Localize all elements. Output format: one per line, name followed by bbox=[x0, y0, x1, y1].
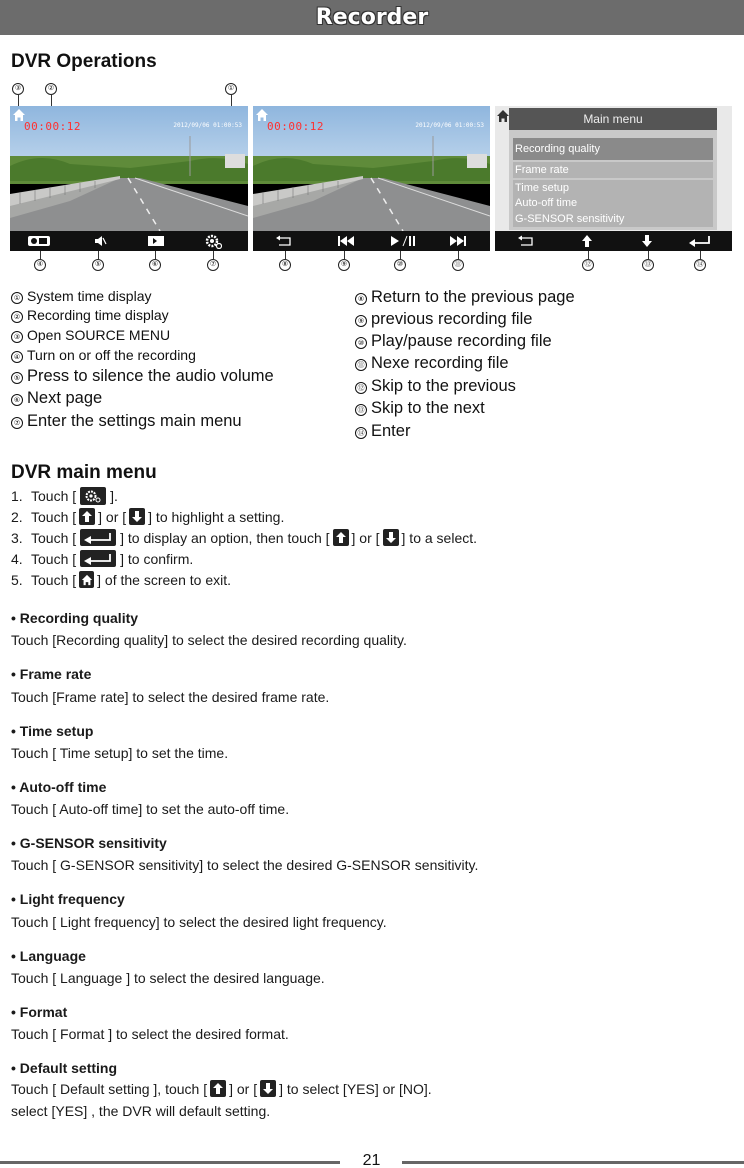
step-text: ]. bbox=[110, 488, 118, 504]
feature-title-format: • Format bbox=[11, 1004, 68, 1020]
feature-title-language: • Language bbox=[11, 948, 86, 964]
callout-8: ⑧ bbox=[279, 259, 291, 271]
legend-item-4 bbox=[11, 347, 196, 363]
play-pause-icon[interactable] bbox=[389, 233, 417, 249]
menu-item-g-sensor[interactable]: G-SENSOR sensitivity bbox=[513, 211, 713, 227]
step-number: 4. bbox=[11, 550, 23, 567]
step-number: 2. bbox=[11, 508, 23, 525]
legend-item-5 bbox=[11, 367, 274, 386]
arrow-down-icon[interactable] bbox=[639, 233, 655, 249]
leader-9 bbox=[344, 251, 345, 259]
legend-text: Open SOURCE MENU bbox=[27, 327, 171, 343]
leader-14 bbox=[700, 251, 701, 259]
feature-title-recording-quality: • Recording quality bbox=[11, 610, 139, 626]
leader-13 bbox=[648, 251, 649, 259]
legend-number: ⑥ bbox=[11, 394, 23, 406]
legend-item-6 bbox=[11, 389, 102, 408]
legend-text: Enter bbox=[371, 422, 411, 440]
settings-gear-icon[interactable] bbox=[202, 233, 224, 249]
legend-number: ② bbox=[11, 311, 23, 323]
enter-icon[interactable] bbox=[687, 233, 713, 249]
feature-desc-time-setup: Touch [ Time setup] to set the time. bbox=[11, 745, 229, 761]
feature-desc-auto-off-time: Touch [ Auto-off time] to set the auto-off time. bbox=[11, 801, 290, 817]
legend-number: ⑧ bbox=[355, 293, 367, 305]
step-number: 1. bbox=[11, 488, 23, 504]
step-text: Touch [ bbox=[31, 550, 77, 567]
recording-control-bar bbox=[10, 231, 248, 251]
legend-text: Skip to the next bbox=[371, 399, 485, 417]
feature-title-light-frequency: • Light frequency bbox=[11, 891, 125, 907]
main-menu-title: Main menu bbox=[509, 108, 717, 130]
menu-item-frame-rate[interactable]: Frame rate bbox=[513, 162, 713, 178]
enter-icon bbox=[80, 550, 116, 567]
feature-title-auto-off-time: • Auto-off time bbox=[11, 779, 107, 795]
feature-title-time-setup: • Time setup bbox=[11, 723, 94, 739]
playback-control-bar bbox=[253, 231, 490, 251]
next-file-icon[interactable] bbox=[447, 233, 469, 249]
enter-icon bbox=[80, 529, 116, 546]
callout-11: ⑪ bbox=[452, 259, 464, 271]
legend-text: Enter the settings main menu bbox=[27, 412, 242, 430]
feature-desc-text: Touch [ Default setting ], touch [ bbox=[11, 1080, 208, 1097]
mute-icon[interactable] bbox=[90, 233, 110, 249]
arrow-down-icon bbox=[383, 529, 399, 546]
legend-number: ⑫ bbox=[355, 382, 367, 394]
step-text: ] or [ bbox=[351, 529, 380, 546]
main-menu-screen bbox=[495, 106, 732, 251]
leader-6 bbox=[155, 251, 156, 259]
step-text: ] or [ bbox=[98, 508, 127, 525]
page-header-title: Recorder bbox=[315, 5, 429, 30]
record-toggle-icon[interactable] bbox=[26, 233, 52, 249]
step-text: ] to display an option, then touch [ bbox=[120, 529, 330, 546]
step-text: Touch [ bbox=[31, 488, 77, 504]
legend-item-11 bbox=[355, 354, 509, 373]
legend-text: Nexe recording file bbox=[371, 354, 509, 372]
step-text: Touch [ bbox=[31, 571, 77, 588]
leader-11 bbox=[458, 251, 459, 259]
main-menu-panel bbox=[509, 108, 717, 230]
legend-item-9 bbox=[355, 310, 532, 329]
recording-screen bbox=[10, 106, 248, 251]
step-text: ] to confirm. bbox=[120, 550, 194, 567]
leader-12 bbox=[588, 251, 589, 259]
return-icon[interactable] bbox=[273, 233, 295, 249]
leader-4 bbox=[40, 251, 41, 259]
feature-desc-default-setting-line2: select [YES] , the DVR will default setting. bbox=[11, 1103, 271, 1119]
legend-text: Next page bbox=[27, 389, 103, 407]
legend-text: Recording time display bbox=[27, 307, 169, 323]
playback-date-display: 2012/09/06 01:00:53 bbox=[415, 122, 484, 129]
legend-number: ⑪ bbox=[355, 359, 367, 371]
recording-time-display: 00:00:12 bbox=[24, 120, 81, 133]
step-text: Touch [ bbox=[31, 508, 77, 525]
callout-10: ⑩ bbox=[394, 259, 406, 271]
step-4 bbox=[11, 550, 193, 567]
callout-7: ⑦ bbox=[207, 259, 219, 271]
playback-screen bbox=[253, 106, 490, 251]
menu-item-auto-off-time[interactable]: Auto-off time bbox=[513, 196, 713, 211]
legend-text: previous recording file bbox=[371, 310, 533, 328]
legend-text: System time display bbox=[27, 288, 152, 304]
step-number: 5. bbox=[11, 571, 23, 588]
playback-time-display: 00:00:12 bbox=[267, 120, 324, 133]
legend-text: Turn on or off the recording bbox=[27, 347, 196, 363]
section-title-dvr-main-menu: DVR main menu bbox=[11, 462, 157, 483]
arrow-up-icon bbox=[210, 1080, 226, 1097]
footer-rule-left bbox=[0, 1161, 340, 1164]
legend-number: ④ bbox=[11, 351, 23, 363]
arrow-up-icon[interactable] bbox=[579, 233, 595, 249]
feature-desc-default-setting bbox=[11, 1080, 432, 1097]
arrow-up-icon bbox=[79, 508, 95, 525]
callout-13: ⑬ bbox=[642, 259, 654, 271]
legend-text: Play/pause recording file bbox=[371, 332, 552, 350]
legend-item-3 bbox=[11, 327, 170, 343]
legend-text: Return to the previous page bbox=[371, 288, 575, 306]
callout-2: ② bbox=[45, 83, 57, 95]
step-number: 3. bbox=[11, 529, 23, 546]
arrow-down-icon bbox=[260, 1080, 276, 1097]
step-text: ] to a select. bbox=[401, 529, 478, 546]
legend-text: Press to silence the audio volume bbox=[27, 367, 274, 385]
feature-title-default-setting: • Default setting bbox=[11, 1060, 118, 1076]
previous-file-icon[interactable] bbox=[335, 233, 357, 249]
legend-number: ③ bbox=[11, 331, 23, 343]
system-time-display: 2012/09/06 01:00:53 bbox=[173, 122, 242, 129]
step-text: ] of the screen to exit. bbox=[97, 571, 231, 588]
feature-desc-text: ] or [ bbox=[229, 1080, 258, 1097]
callout-12: ⑫ bbox=[582, 259, 594, 271]
legend-item-1 bbox=[11, 288, 151, 304]
legend-number: ⑭ bbox=[355, 427, 367, 439]
feature-desc-light-frequency: Touch [ Light frequency] to select the desired light frequency. bbox=[11, 914, 387, 930]
legend-number: ⑩ bbox=[355, 337, 367, 349]
step-1 bbox=[11, 487, 118, 505]
feature-desc-recording-quality: Touch [Recording quality] to select the desired recording quality. bbox=[11, 632, 407, 648]
step-2 bbox=[11, 508, 284, 525]
step-3 bbox=[11, 529, 477, 546]
menu-control-bar bbox=[495, 231, 732, 251]
home-icon[interactable] bbox=[496, 109, 510, 123]
callout-14: ⑭ bbox=[694, 259, 706, 271]
legend-item-12 bbox=[355, 377, 516, 396]
step-text: Touch [ bbox=[31, 529, 77, 546]
menu-item-time-setup[interactable]: Time setup bbox=[513, 180, 713, 196]
callout-4: ④ bbox=[34, 259, 46, 271]
callout-5: ⑤ bbox=[92, 259, 104, 271]
legend-number: ⑨ bbox=[355, 315, 367, 327]
legend-item-2 bbox=[11, 307, 169, 323]
legend-number: ⑤ bbox=[11, 372, 23, 384]
callout-6: ⑥ bbox=[149, 259, 161, 271]
feature-title-g-sensor: • G-SENSOR sensitivity bbox=[11, 835, 167, 851]
legend-item-10 bbox=[355, 332, 552, 351]
feature-desc-language: Touch [ Language ] to select the desired language. bbox=[11, 970, 325, 986]
legend-number: ⑬ bbox=[355, 404, 367, 416]
page-number: 21 bbox=[362, 1152, 381, 1168]
feature-desc-g-sensor: Touch [ G-SENSOR sensitivity] to select the desired G-SENSOR sensitivity. bbox=[11, 857, 479, 873]
legend-item-14 bbox=[355, 422, 410, 441]
settings-gear-icon bbox=[80, 487, 106, 505]
leader-8 bbox=[285, 251, 286, 259]
feature-desc-text: ] to select [YES] or [NO]. bbox=[279, 1080, 432, 1097]
legend-text: Skip to the previous bbox=[371, 377, 516, 395]
legend-number: ① bbox=[11, 292, 23, 304]
arrow-up-icon bbox=[333, 529, 349, 546]
menu-item-recording-quality[interactable]: Recording quality bbox=[513, 138, 713, 160]
step-text: ] to highlight a setting. bbox=[148, 508, 285, 525]
leader-10 bbox=[400, 251, 401, 259]
legend-item-8 bbox=[355, 288, 575, 307]
home-icon bbox=[79, 571, 94, 588]
callout-1: ① bbox=[225, 83, 237, 95]
legend-item-7 bbox=[11, 412, 242, 431]
feature-title-frame-rate: • Frame rate bbox=[11, 666, 92, 682]
legend-item-13 bbox=[355, 399, 485, 418]
leader-7 bbox=[213, 251, 214, 259]
feature-desc-frame-rate: Touch [Frame rate] to select the desired frame rate. bbox=[11, 689, 330, 705]
leader-5 bbox=[98, 251, 99, 259]
return-icon[interactable] bbox=[515, 233, 537, 249]
next-page-icon[interactable] bbox=[146, 233, 166, 249]
arrow-down-icon bbox=[129, 508, 145, 525]
callout-9: ⑨ bbox=[338, 259, 350, 271]
footer-rule-right bbox=[402, 1161, 744, 1164]
step-5 bbox=[11, 571, 231, 588]
legend-number: ⑦ bbox=[11, 417, 23, 429]
feature-desc-format: Touch [ Format ] to select the desired format. bbox=[11, 1026, 289, 1042]
callout-3: ③ bbox=[12, 83, 24, 95]
section-title-dvr-operations: DVR Operations bbox=[11, 51, 157, 72]
